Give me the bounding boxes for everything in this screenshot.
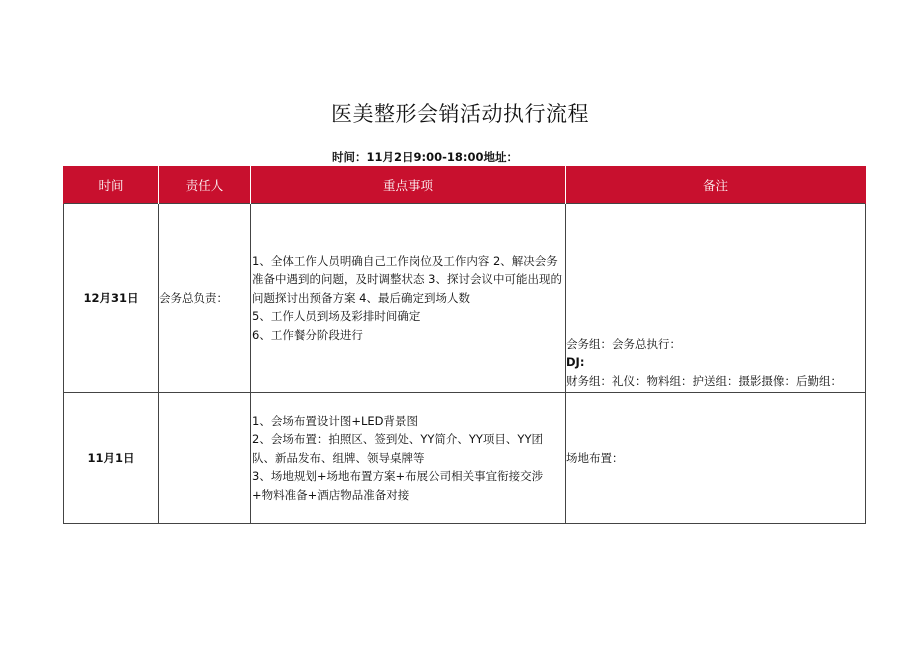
date-text: 11月1日 [87, 450, 135, 465]
task-item: 5、工作人员到场及彩排时间确定 [252, 309, 421, 324]
task-item: 2、会场布置：拍照区、签到处、YY简介、YY项目、YY团队、新品发布、组牌、领导桌牌等 [252, 432, 543, 465]
tasks-cell [251, 204, 566, 393]
owner-cell [159, 204, 251, 393]
notes-cell [566, 204, 866, 393]
date-cell [64, 204, 159, 393]
header-key-items: 重点事项 [251, 166, 566, 204]
header-notes: 备注 [566, 166, 866, 204]
note-line: 财务组：礼仪：物料组：护送组：摄影摄像：后勤组： [566, 373, 842, 388]
task-item: 1、会场布置设计图+LED背景图 [252, 413, 418, 428]
time-location-line: 时间：11月2日9:00-18:00地址： [332, 150, 518, 164]
execution-flow-table [63, 166, 866, 524]
date-cell [64, 393, 159, 524]
task-item: 1、全体工作人员明确自己工作岗位及工作内容 2、解决会务准备中遇到的问题，及时调整状态 3、探讨会议中可能出现的问题探讨出预备方案 4、最后确定到场人数 [252, 253, 562, 305]
header-time: 时间 [64, 166, 159, 204]
note-line: DJ: [566, 355, 585, 369]
table-header-row [64, 166, 866, 204]
note-line: 会务组：会务总执行： [566, 336, 681, 351]
header-owner: 责任人 [159, 166, 251, 204]
note-line: 场地布置： [566, 450, 624, 465]
task-item: 6、工作餐分阶段进行 [252, 327, 363, 342]
document-title: 医美整形会销活动执行流程 [331, 102, 589, 126]
table-row [64, 393, 866, 524]
task-item: 3、场地规划+场地布置方案+布展公司相关事宜衔接交涉+物料准备+酒店物品准备对接 [252, 469, 544, 502]
owner-cell [159, 393, 251, 524]
owner-text: 会务总负责： [159, 290, 228, 305]
tasks-cell [251, 393, 566, 524]
table-row [64, 204, 866, 393]
date-text: 12月31日 [83, 290, 139, 305]
notes-cell [566, 393, 866, 524]
